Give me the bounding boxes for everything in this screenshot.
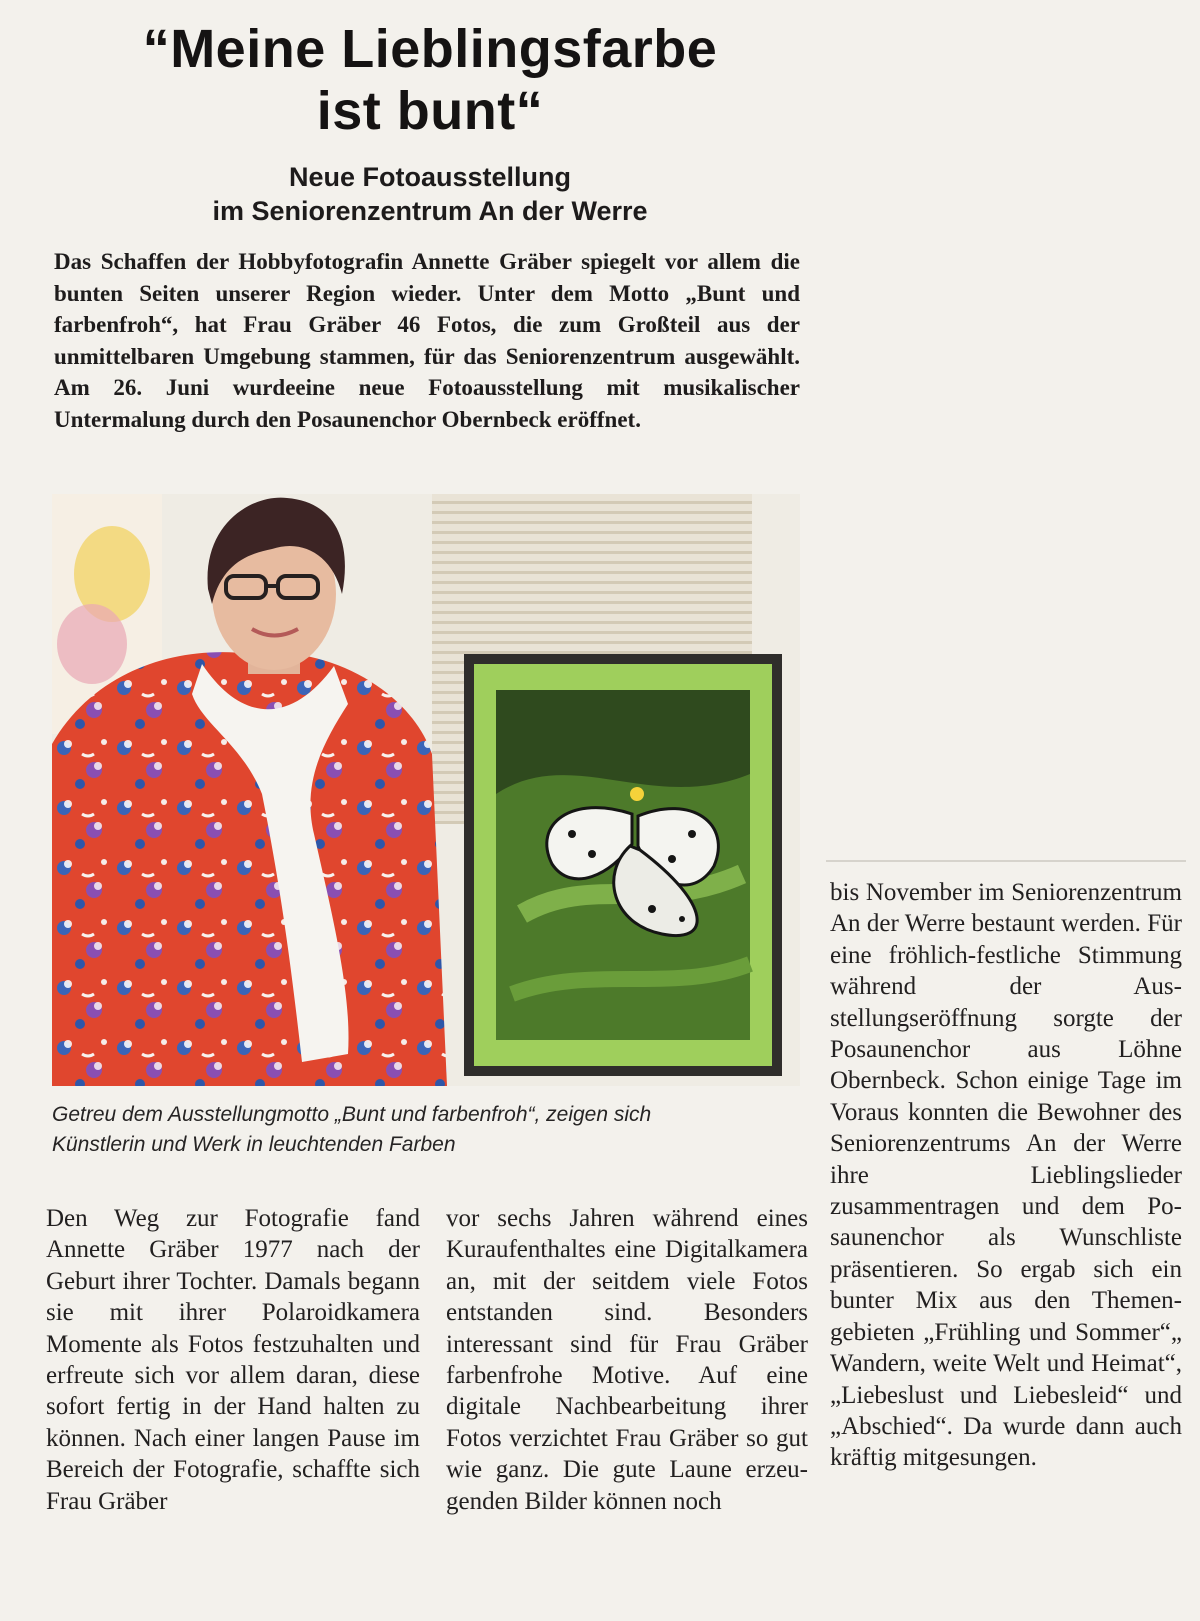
headline-line-1: “Meine Lieblingsfarbe: [142, 19, 718, 79]
article-subheadline: [60, 160, 800, 228]
poster-pink-flower: [57, 604, 127, 684]
article-photo: [52, 494, 800, 1086]
caption-line-1: Getreu dem Ausstellungmotto „Bunt und farbenfroh“, zeigen sich: [52, 1103, 652, 1126]
article-headline: [60, 18, 800, 142]
subheadline-line-1: Neue Fotoausstellung: [288, 162, 572, 192]
subheadline-line-2: im Seniorenzentrum An der Werre: [212, 196, 648, 226]
article-lead: Das Schaffen der Hobbyfotografin Annette Gräber spiegelt vor allem die bunten Seiten unserer Region wieder. Unter dem Motto „Bunt und farbenfroh“, hat Frau Gräber 46 Fotos, die zum Großteil aus der unmittelbaren Umgebung stammen, für das Seniorenzentrum ausgewählt. Am 26. Juni wurdeeine neue Fotoausstellung mit musikalischer Untermalung durch den Posaunenchor Obernbeck eröffnet.: [54, 249, 800, 432]
photo-illustration: [52, 494, 800, 1086]
headline-line-2: ist bunt“: [316, 81, 544, 141]
body-column-3: bis November im Seniorenzentrum An der Werre bestaunt werden. Für eine fröhlich-festliche Stimmung während der Ausstellungseröffnung sorgte der Posaunenchor aus Löhne Obernbeck. Schon einige Tage im Voraus konnten die Bewohner des Seniorenzentrums An der Werre ihre Lieblingslieder zusammentragen und dem Posaunenchor als Wunschliste präsentieren. So ergab sich ein bunter Mix aus den Themengebieten „Frühling und Sommer“„ Wandern, weite Welt und Heimat“, „Liebeslust und Liebesleid“ und „Abschied“. Da wurde dann auch kräftig mitgesungen.: [830, 879, 1182, 1472]
caption-line-2: Künstlerin und Werk in leuchtenden Farben: [52, 1133, 456, 1156]
photo-caption: [52, 1100, 807, 1160]
body-column-1: Den Weg zur Fotografie fand Annette Gräber 1977 nach der Geburt ihrer Tochter. Damals begann sie mit ihrer Polaroidkamera Momente als Fotos festzuhalten und erfreute sich vor allem daran, diese sofort fertig in der Hand halten zu können. Nach einer langen Pause im Bereich der Fotografie, schaffte sich Frau Gräber: [46, 1205, 420, 1515]
body-column-2: vor sechs Jahren während eines Kuraufenthaltes eine Digitalkamera an, mit der seitdem viele Fotos entstanden sind. Besonders interessant sind für Frau Gräber farbenfrohe Motive. Auf eine digitale Nachbearbeitung ihrer Fotos verzichtet Frau Gräber so gut wie ganz. Die gute Laune erzeugenden Bilder können noch: [446, 1205, 808, 1515]
framed-butterfly-photo: [464, 654, 782, 1076]
column-3-top-edge: [826, 860, 1186, 862]
